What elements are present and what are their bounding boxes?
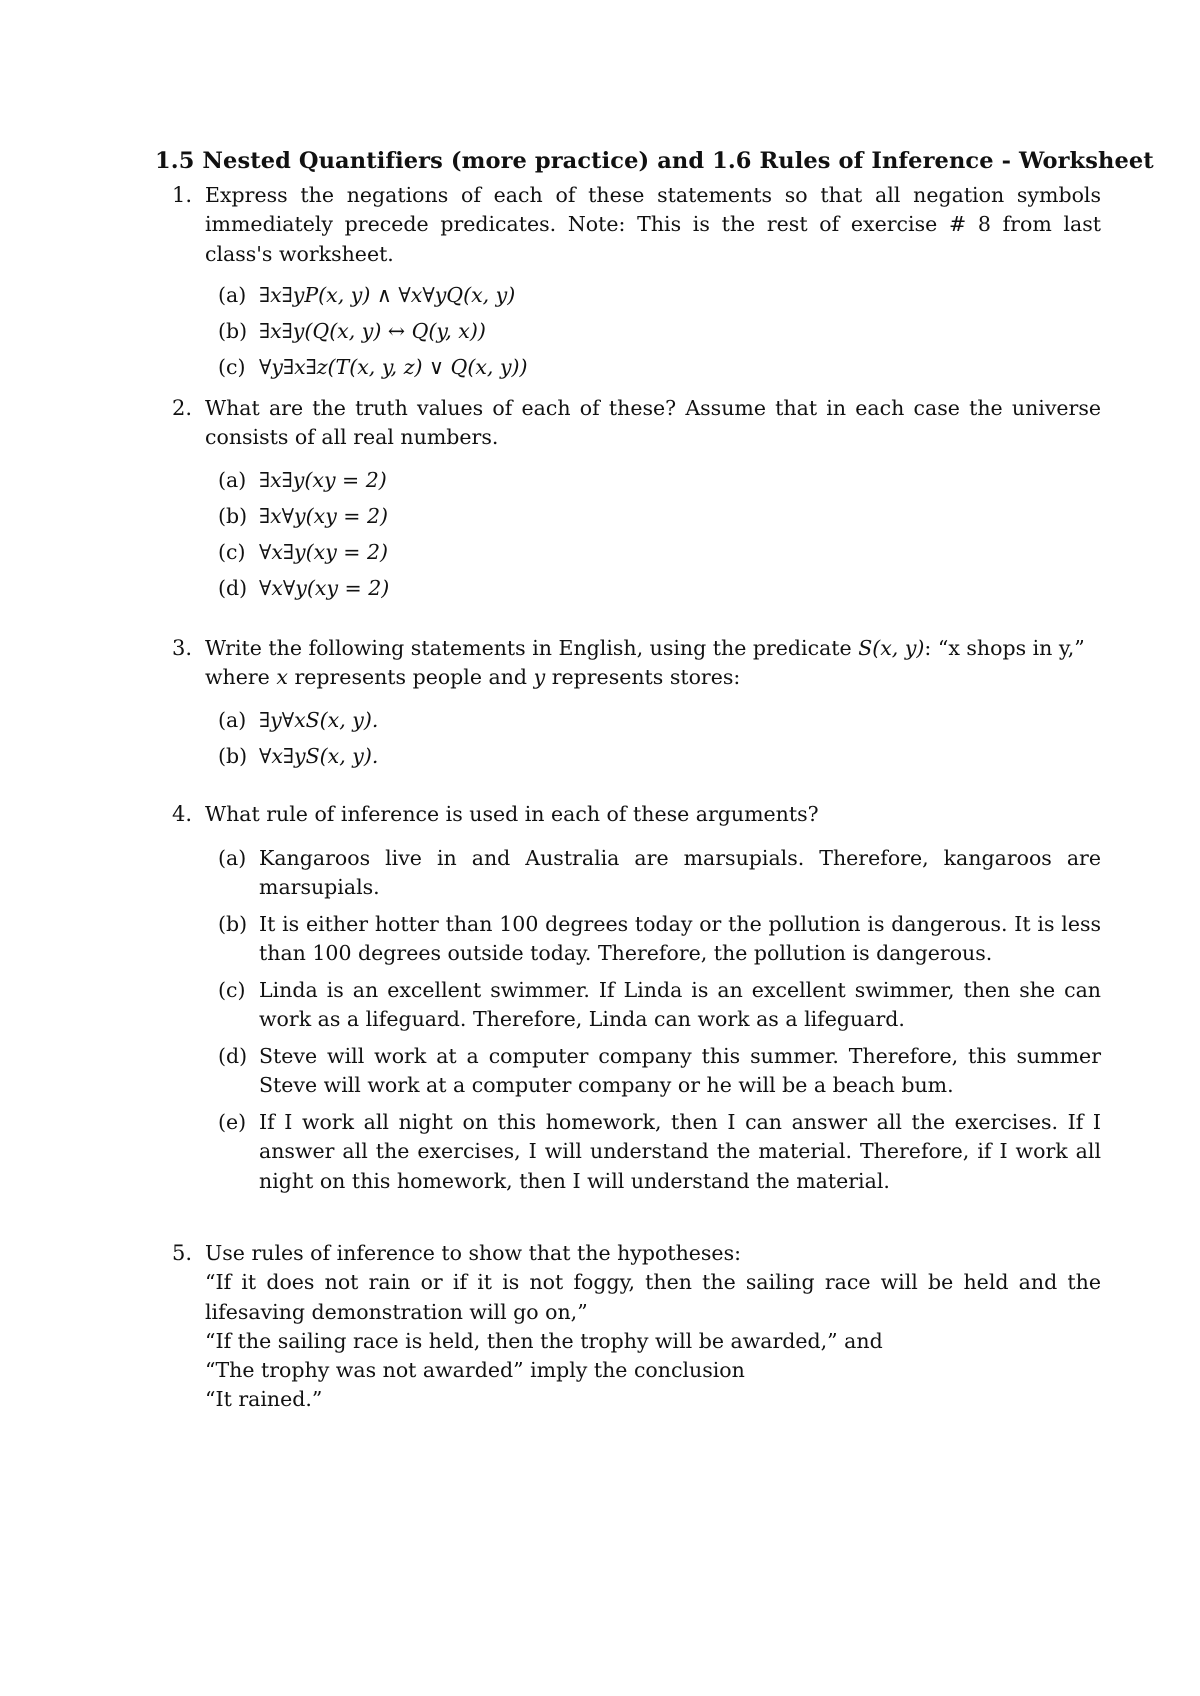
predicate-meaning: : “x shops in y,” xyxy=(924,636,1085,660)
problem-number: 1. xyxy=(172,183,193,207)
problem-number: 5. xyxy=(172,1241,193,1265)
conclusion: “It rained.” xyxy=(205,1387,323,1412)
item-label: (a) xyxy=(218,846,247,870)
problem-number: 3. xyxy=(172,636,193,660)
item-label: (c) xyxy=(218,540,246,564)
item-formula: ∃y∀xS(x, y). xyxy=(259,708,379,732)
item-formula: ∀x∃y(xy = 2) xyxy=(259,540,389,564)
item-label: (c) xyxy=(218,355,246,379)
item-formula: ∀y∃x∃z(T(x, y, z) ∨ Q(x, y)) xyxy=(259,355,528,379)
item-label: (a) xyxy=(218,283,247,307)
problem-text-line-1 xyxy=(205,634,1101,663)
item-label: (d) xyxy=(218,1044,248,1068)
problem-2 xyxy=(172,394,1102,614)
item-label: (e) xyxy=(218,1110,247,1134)
problem-3 xyxy=(172,634,1102,784)
item-formula: ∃x∃y(Q(x, y) ↔ Q(y, x)) xyxy=(259,319,486,343)
problem-1 xyxy=(172,181,1102,379)
stores-text: represents stores: xyxy=(551,665,741,690)
problem-text-start: Write the following statements in English, using the predicate xyxy=(205,636,852,660)
item-label: (a) xyxy=(218,708,247,732)
item-label: (a) xyxy=(218,468,247,492)
item-label: (b) xyxy=(218,319,248,343)
item-text: Kangaroos live in and Australia are marsupials. Therefore, kangaroos are marsupials. xyxy=(259,846,1101,900)
item-formula: ∀x∃yS(x, y). xyxy=(259,744,379,768)
item-label: (d) xyxy=(218,576,248,600)
item-formula: ∃x∃yP(x, y) ∧ ∀x∀yQ(x, y) xyxy=(259,283,516,307)
hypothesis-1: “If it does not rain or if it is not foggy, then the sailing race will be held and the lifesaving demonstration will go on,” xyxy=(205,1270,1101,1324)
item-text: If I work all night on this homework, then I can answer all the exercises. If I answer all the exercises, I will understand the material. Therefore, if I work all night on this homework, then I will understand the material. xyxy=(259,1110,1101,1193)
hypothesis-2: “If the sailing race is held, then the trophy will be awarded,” and xyxy=(205,1328,883,1353)
item-formula: ∃x∃y(xy = 2) xyxy=(259,468,387,492)
problem-text: What rule of inference is used in each of these arguments? xyxy=(205,802,819,826)
item-label: (b) xyxy=(218,912,248,936)
item-label: (b) xyxy=(218,504,248,528)
item-text: Steve will work at a computer company this summer. Therefore, this summer Steve will work at a computer company or he will be a beach bum. xyxy=(259,1044,1101,1098)
item-text: It is either hotter than 100 degrees today or the pollution is dangerous. It is less than 100 degrees outside today. Therefore, the pollution is dangerous. xyxy=(259,912,1101,966)
variable-y: y xyxy=(533,665,546,690)
problem-number: 4. xyxy=(172,802,193,826)
problem-text xyxy=(205,1239,1101,1415)
problem-text xyxy=(205,634,1101,693)
problem-4 xyxy=(172,800,1102,1200)
hypothesis-3: “The trophy was not awarded” imply the conclusion xyxy=(205,1358,745,1383)
problem-5-line-1: Use rules of inference to show that the hypotheses: xyxy=(205,1241,741,1265)
people-text: represents people and xyxy=(294,665,528,690)
problem-5 xyxy=(172,1239,1102,1412)
problem-number: 2. xyxy=(172,396,193,420)
predicate-formula: S(x, y) xyxy=(858,636,925,660)
page-title: 1.5 Nested Quantifiers (more practice) and 1.6 Rules of Inference - Worksheet xyxy=(155,148,1154,174)
problem-text-line-2 xyxy=(205,663,1101,692)
variable-x: x xyxy=(276,665,288,690)
item-text: Linda is an excellent swimmer. If Linda is an excellent swimmer, then she can work as a lifeguard. Therefore, Linda can work as a lifeguard. xyxy=(259,978,1101,1032)
problem-text: Express the negations of each of these statements so that all negation symbols immediately precede predicates. Note: This is the rest of exercise # 8 from last class's worksheet. xyxy=(205,183,1101,266)
where-text: where xyxy=(205,665,270,690)
item-label: (b) xyxy=(218,744,248,768)
item-formula: ∃x∀y(xy = 2) xyxy=(259,504,389,528)
problem-text: What are the truth values of each of these? Assume that in each case the universe consists of all real numbers. xyxy=(205,396,1101,450)
item-label: (c) xyxy=(218,978,246,1002)
item-formula: ∀x∀y(xy = 2) xyxy=(259,576,390,600)
